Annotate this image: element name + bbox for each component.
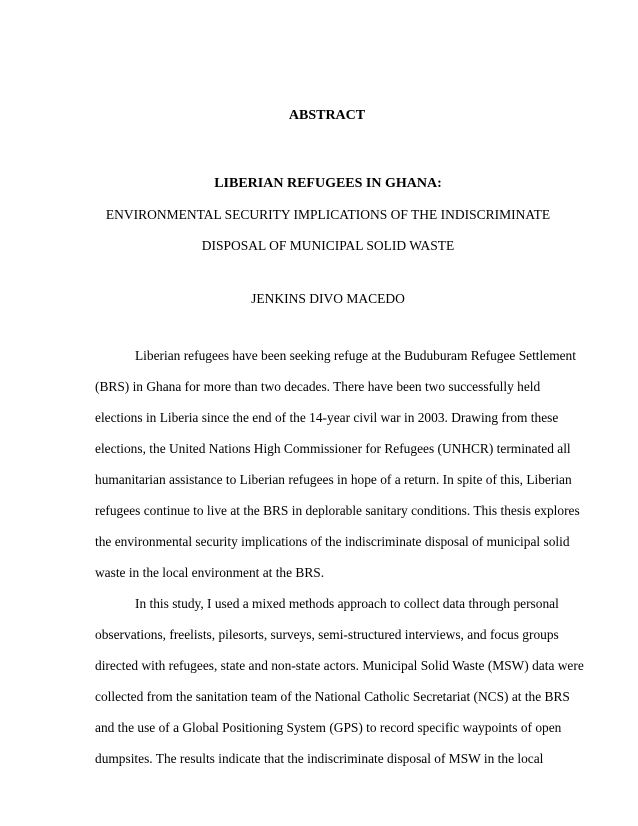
thesis-title: LIBERIAN REFUGEES IN GHANA: <box>214 176 442 191</box>
paragraph-1-line-4: elections, the United Nations High Commissioner for Refugees (UNHCR) terminated all <box>95 441 571 456</box>
paragraph-2-line-5: and the use of a Global Positioning System (GPS) to record specific waypoints of open <box>95 720 562 735</box>
paragraph-1-line-6: refugees continue to live at the BRS in deplorable sanitary conditions. This thesis explores <box>95 503 580 518</box>
paragraph-1-line-3: elections in Liberia since the end of the 14-year civil war in 2003. Drawing from these <box>95 410 559 425</box>
paragraph-2-line-1: In this study, I used a mixed methods approach to collect data through personal <box>135 596 559 611</box>
paragraph-2-line-6: dumpsites. The results indicate that the indiscriminate disposal of MSW in the local <box>95 751 544 766</box>
paragraph-2-line-2: observations, freelists, pilesorts, surveys, semi-structured interviews, and focus groups <box>95 627 559 642</box>
thesis-subtitle-line-1: ENVIRONMENTAL SECURITY IMPLICATIONS OF THE INDISCRIMINATE <box>105 207 551 222</box>
paragraph-1-line-1: Liberian refugees have been seeking refuge at the Buduburam Refugee Settlement <box>135 348 576 363</box>
paragraph-2-line-3: directed with refugees, state and non-state actors. Municipal Solid Waste (MSW) data were <box>95 658 584 673</box>
abstract-heading: ABSTRACT <box>288 108 366 123</box>
paragraph-1-line-7: the environmental security implications of the indiscriminate disposal of municipal solid <box>95 534 570 549</box>
paragraph-1-line-5: humanitarian assistance to Liberian refugees in hope of a return. In spite of this, Liberian <box>95 472 572 487</box>
thesis-subtitle-line-2: DISPOSAL OF MUNICIPAL SOLID WASTE <box>201 238 455 253</box>
paragraph-1-line-8: waste in the local environment at the BRS. <box>95 565 325 580</box>
paragraph-2-line-4: collected from the sanitation team of the National Catholic Secretariat (NCS) at the BRS <box>95 689 570 704</box>
paragraph-1-line-2: (BRS) in Ghana for more than two decades. There have been two successfully held <box>95 379 541 394</box>
author-name: JENKINS DIVO MACEDO <box>251 291 405 306</box>
